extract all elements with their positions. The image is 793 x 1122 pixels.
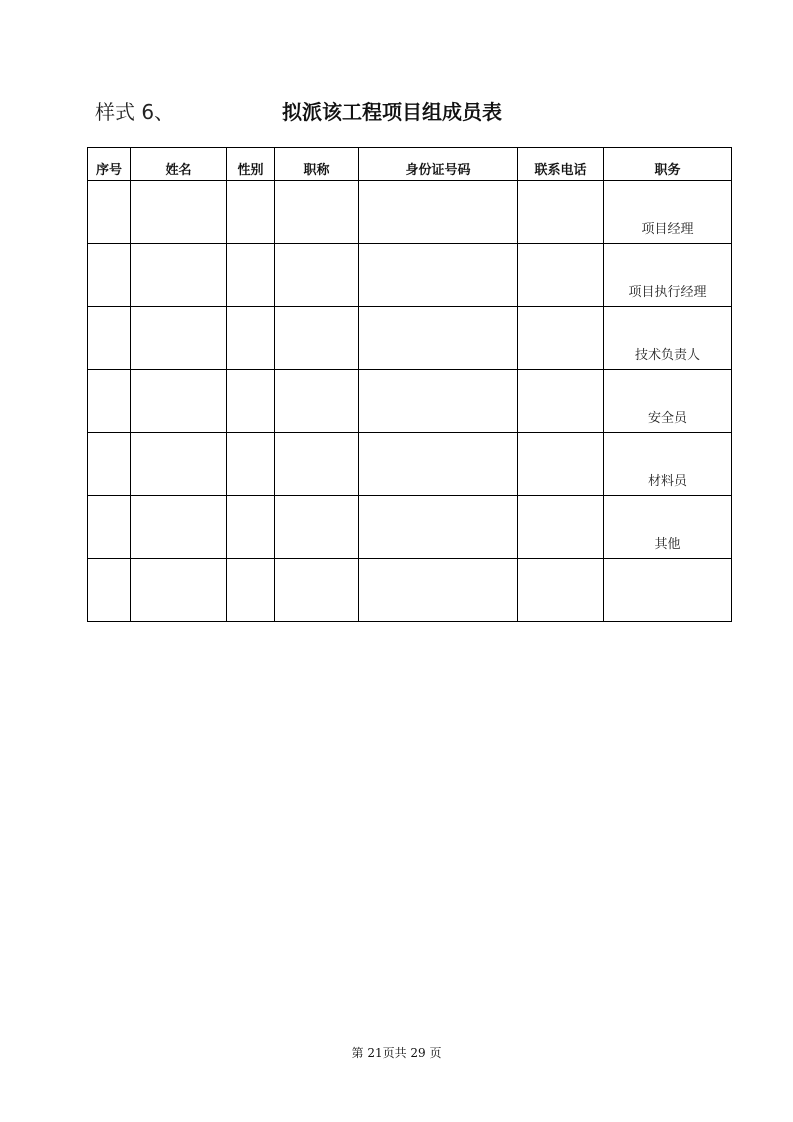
column-header-duty: 职务 bbox=[604, 148, 732, 181]
cell-duty bbox=[604, 244, 732, 307]
cell-gender[interactable] bbox=[227, 244, 275, 307]
table-row bbox=[88, 181, 732, 244]
cell-title[interactable] bbox=[275, 496, 359, 559]
table-row bbox=[88, 370, 732, 433]
cell-name[interactable] bbox=[131, 244, 227, 307]
cell-title[interactable] bbox=[275, 559, 359, 622]
cell-index[interactable] bbox=[88, 370, 131, 433]
duty-label: 项目执行经理 bbox=[628, 285, 707, 300]
cell-gender[interactable] bbox=[227, 307, 275, 370]
cell-id-number[interactable] bbox=[359, 496, 518, 559]
cell-gender[interactable] bbox=[227, 370, 275, 433]
cell-index[interactable] bbox=[88, 433, 131, 496]
cell-gender[interactable] bbox=[227, 181, 275, 244]
cell-index[interactable] bbox=[88, 559, 131, 622]
cell-index[interactable] bbox=[88, 496, 131, 559]
cell-title[interactable] bbox=[275, 307, 359, 370]
cell-id-number[interactable] bbox=[359, 307, 518, 370]
cell-id-number[interactable] bbox=[359, 244, 518, 307]
cell-phone[interactable] bbox=[518, 433, 604, 496]
cell-id-number[interactable] bbox=[359, 559, 518, 622]
table-row bbox=[88, 433, 732, 496]
cell-gender[interactable] bbox=[227, 559, 275, 622]
cell-phone[interactable] bbox=[518, 307, 604, 370]
table-row bbox=[88, 559, 732, 622]
cell-title[interactable] bbox=[275, 370, 359, 433]
cell-index[interactable] bbox=[88, 307, 131, 370]
cell-id-number[interactable] bbox=[359, 370, 518, 433]
duty-label: 项目经理 bbox=[641, 222, 694, 237]
form-label: 样式 6、 bbox=[95, 100, 175, 124]
column-header-gender: 性别 bbox=[227, 148, 275, 181]
table-row bbox=[88, 307, 732, 370]
cell-id-number[interactable] bbox=[359, 181, 518, 244]
table-header-row bbox=[88, 148, 732, 181]
cell-duty bbox=[604, 496, 732, 559]
team-member-table bbox=[87, 147, 732, 622]
table-row bbox=[88, 496, 732, 559]
cell-phone[interactable] bbox=[518, 496, 604, 559]
duty-label: 技术负责人 bbox=[634, 348, 700, 363]
cell-index[interactable] bbox=[88, 181, 131, 244]
cell-phone[interactable] bbox=[518, 559, 604, 622]
column-header-name: 姓名 bbox=[131, 148, 227, 181]
cell-name[interactable] bbox=[131, 307, 227, 370]
cell-duty bbox=[604, 307, 732, 370]
cell-phone[interactable] bbox=[518, 181, 604, 244]
cell-name[interactable] bbox=[131, 370, 227, 433]
column-header-index: 序号 bbox=[88, 148, 131, 181]
duty-label: 其他 bbox=[654, 537, 681, 552]
column-header-title: 职称 bbox=[275, 148, 359, 181]
duty-label: 材料员 bbox=[647, 474, 687, 489]
cell-name[interactable] bbox=[131, 559, 227, 622]
cell-gender[interactable] bbox=[227, 496, 275, 559]
page-number: 第 21页共 29 页 bbox=[351, 1046, 442, 1060]
cell-phone[interactable] bbox=[518, 370, 604, 433]
cell-gender[interactable] bbox=[227, 433, 275, 496]
cell-duty[interactable] bbox=[604, 559, 732, 622]
table-row bbox=[88, 244, 732, 307]
cell-name[interactable] bbox=[131, 433, 227, 496]
cell-title[interactable] bbox=[275, 433, 359, 496]
duty-label: 安全员 bbox=[647, 411, 687, 426]
cell-duty bbox=[604, 181, 732, 244]
cell-id-number[interactable] bbox=[359, 433, 518, 496]
cell-title[interactable] bbox=[275, 181, 359, 244]
cell-duty bbox=[604, 370, 732, 433]
cell-duty bbox=[604, 433, 732, 496]
column-header-id-number: 身份证号码 bbox=[359, 148, 518, 181]
cell-name[interactable] bbox=[131, 496, 227, 559]
cell-index[interactable] bbox=[88, 244, 131, 307]
cell-name[interactable] bbox=[131, 181, 227, 244]
column-header-phone: 联系电话 bbox=[518, 148, 604, 181]
cell-phone[interactable] bbox=[518, 244, 604, 307]
page-title: 拟派该工程项目组成员表 bbox=[282, 100, 502, 124]
cell-title[interactable] bbox=[275, 244, 359, 307]
